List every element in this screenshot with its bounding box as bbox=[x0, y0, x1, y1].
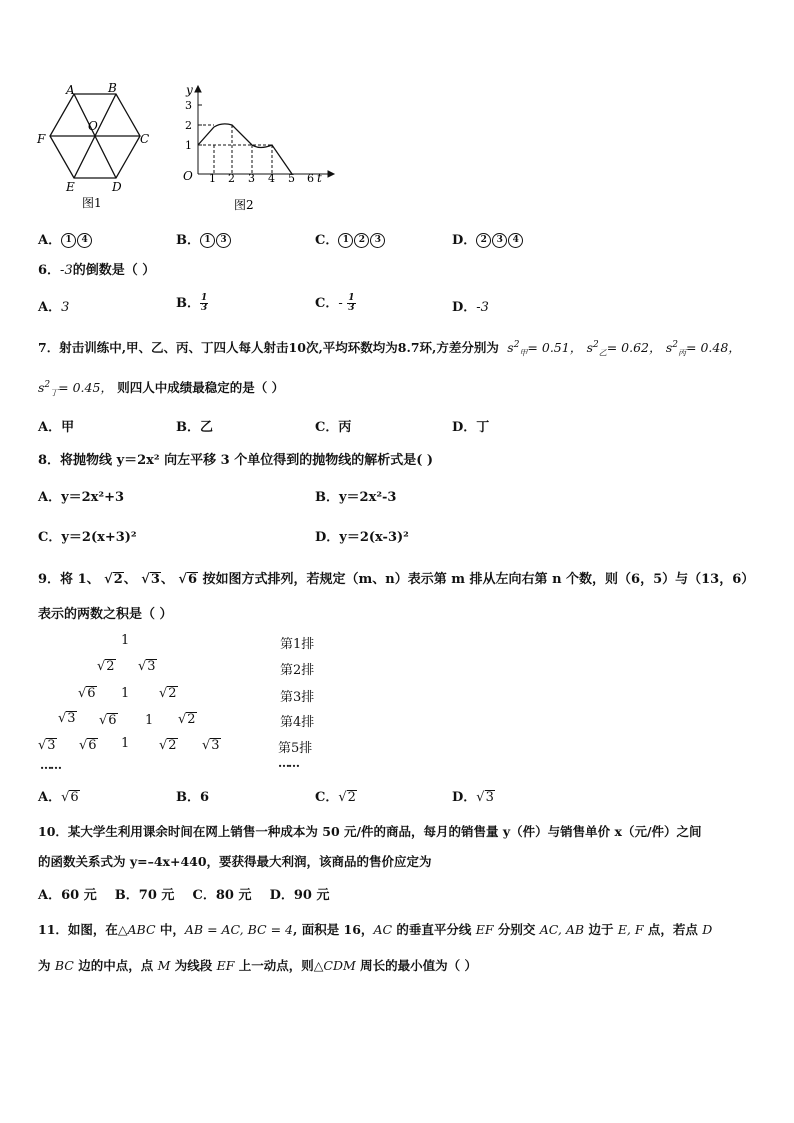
figure-2-caption: 图2 bbox=[234, 198, 254, 212]
origin-label: O bbox=[183, 169, 193, 183]
q9-option-c[interactable]: C．√2 bbox=[315, 790, 356, 805]
q6-option-a[interactable]: A．3 bbox=[38, 300, 70, 315]
r2-2: √3 bbox=[138, 659, 156, 674]
r3-2: 1 bbox=[121, 686, 130, 701]
q11-stem-line2: 为 BC 边的中点，点 M 为线段 EF 上一动点，则△CDM 周长的最小值为（ ） bbox=[38, 958, 477, 973]
axis-y-label: y bbox=[186, 83, 193, 97]
r3-3: √2 bbox=[159, 686, 177, 701]
label-A: A bbox=[66, 83, 75, 97]
line-graph bbox=[176, 82, 336, 214]
q6-stem: 6．-3的倒数是（ ） bbox=[38, 263, 156, 278]
r5-4: √2 bbox=[159, 738, 177, 753]
label-B: B bbox=[108, 81, 117, 95]
circled-1: 1 bbox=[338, 233, 353, 248]
q10-options[interactable]: A．60 元 B．70 元 C．80 元 D．90 元 bbox=[38, 888, 330, 903]
r5-2: √6 bbox=[79, 738, 97, 753]
circled-1: 1 bbox=[61, 233, 76, 248]
circled-2: 2 bbox=[476, 233, 491, 248]
x-tick-2: 2 bbox=[228, 172, 235, 185]
r4-3: 1 bbox=[145, 713, 154, 728]
q9-stem-line2: 表示的两数之积是（ ） bbox=[38, 607, 173, 622]
triangle-dots: …… bbox=[40, 758, 60, 772]
q8-stem: 8．将抛物线 y＝2x² 向左平移 3 个单位得到的抛物线的解析式是( ) bbox=[38, 453, 434, 468]
q6-option-d[interactable]: D．-3 bbox=[452, 300, 489, 315]
figure-1 bbox=[34, 80, 164, 212]
figure-2 bbox=[176, 82, 336, 214]
r5-5: √3 bbox=[202, 738, 220, 753]
label-E: E bbox=[66, 180, 75, 194]
x-tick-3: 3 bbox=[248, 172, 255, 185]
q7-stem-line2: $s^2_丁= 0.45$， 则四人中成绩最稳定的是（ ） bbox=[38, 379, 285, 398]
row-label-5: 第5排 bbox=[278, 741, 313, 756]
q8-option-c[interactable]: C．y＝2(x+3)² bbox=[38, 530, 137, 545]
label-O: O bbox=[88, 119, 98, 133]
circled-1: 1 bbox=[200, 233, 215, 248]
circled-4: 4 bbox=[77, 233, 92, 248]
q9-option-b[interactable]: B．6 bbox=[176, 790, 210, 805]
q10-stem-line2: 的函数关系式为 y=–4x+440，要获得最大利润，该商品的售价应定为 bbox=[38, 854, 432, 869]
q5-option-a[interactable]: A． 1 4 bbox=[38, 229, 93, 248]
row-label-4: 第4排 bbox=[280, 715, 315, 730]
q7-option-b[interactable]: B．乙 bbox=[176, 420, 213, 435]
q8-option-b[interactable]: B．y＝2x²-3 bbox=[315, 490, 397, 505]
q8-option-a[interactable]: A．y＝2x²+3 bbox=[38, 490, 125, 505]
q6-option-b[interactable]: B． $\frac{1}{3}$ bbox=[176, 293, 208, 313]
r5-1: √3 bbox=[38, 738, 56, 753]
y-tick-3: 3 bbox=[185, 99, 192, 112]
q9-stem-line1: 9．将 1、 √2、 √3、 √6 按如图方式排列，若规定（m、n）表示第 m 排从左向右第 n 个数，则（6，5）与（13，6） bbox=[38, 572, 755, 587]
r1-1: 1 bbox=[121, 633, 130, 648]
sqrt-6: √6 bbox=[178, 572, 197, 587]
sqrt-2: √2 bbox=[104, 572, 123, 587]
q10-stem-line1: 10．某大学生利用课余时间在网上销售一种成本为 50 元/件的商品，每月的销售量 y（件）与销售单价 x（元/件）之间 bbox=[38, 824, 702, 839]
q5-option-b[interactable]: B． 1 3 bbox=[176, 229, 232, 248]
q6-option-c[interactable]: C．- $\frac{1}{3}$ bbox=[315, 293, 355, 313]
hexagon-diagram bbox=[34, 80, 164, 212]
x-tick-5: 5 bbox=[288, 172, 295, 185]
r3-1: √6 bbox=[78, 686, 96, 701]
circled-3: 3 bbox=[370, 233, 385, 248]
circled-3: 3 bbox=[492, 233, 507, 248]
q5-option-d[interactable]: D． 2 3 4 bbox=[452, 229, 524, 248]
circled-2: 2 bbox=[354, 233, 369, 248]
label-F: F bbox=[37, 132, 46, 146]
q8-option-d[interactable]: D．y＝2(x-3)² bbox=[315, 530, 409, 545]
circled-3: 3 bbox=[216, 233, 231, 248]
fraction-one-third: $\frac{1}{3}$ bbox=[348, 293, 355, 313]
q7-stem-line1: 7．射击训练中,甲、乙、丙、丁四人每人射击10次,平均环数均为8.7环,方差分别为 $s^2_甲= 0.51$， $s^2_乙= 0.62$， $s^2_丙= 0.48$， bbox=[38, 339, 741, 358]
r4-2: √6 bbox=[99, 713, 117, 728]
q7-option-d[interactable]: D．丁 bbox=[452, 420, 490, 435]
r2-1: √2 bbox=[97, 659, 115, 674]
y-tick-2: 2 bbox=[185, 119, 192, 132]
label-C: C bbox=[140, 132, 150, 146]
row-label-dots: …… bbox=[278, 756, 298, 770]
q5-option-c[interactable]: C． 1 2 3 bbox=[315, 229, 386, 248]
x-tick-6: 6 bbox=[307, 172, 314, 185]
q9-option-a[interactable]: A．√6 bbox=[38, 790, 79, 805]
row-label-3: 第3排 bbox=[280, 690, 315, 705]
circled-4: 4 bbox=[508, 233, 523, 248]
x-tick-4: 4 bbox=[268, 172, 275, 185]
r5-3: 1 bbox=[121, 736, 130, 751]
y-tick-1: 1 bbox=[185, 139, 192, 152]
q7-option-c[interactable]: C．丙 bbox=[315, 420, 352, 435]
fraction-one-third: $\frac{1}{3}$ bbox=[201, 293, 208, 313]
sqrt-3: √3 bbox=[141, 572, 160, 587]
figure-1-caption: 图1 bbox=[82, 196, 102, 210]
axis-t-label: t bbox=[317, 171, 322, 185]
q7-option-a[interactable]: A．甲 bbox=[38, 420, 75, 435]
x-tick-1: 1 bbox=[209, 172, 216, 185]
q11-stem-line1: 11．如图，在△ABC 中，AB = AC, BC = 4, 面积是 16，AC 的垂直平分线 EF 分别交 AC, AB 边于 E, F 点，若点 D bbox=[38, 922, 713, 937]
label-D: D bbox=[112, 180, 122, 194]
r4-4: √2 bbox=[178, 712, 196, 727]
q9-option-d[interactable]: D．√3 bbox=[452, 790, 494, 805]
row-label-2: 第2排 bbox=[280, 663, 315, 678]
row-label-1: 第1排 bbox=[280, 637, 315, 652]
r4-1: √3 bbox=[58, 711, 76, 726]
